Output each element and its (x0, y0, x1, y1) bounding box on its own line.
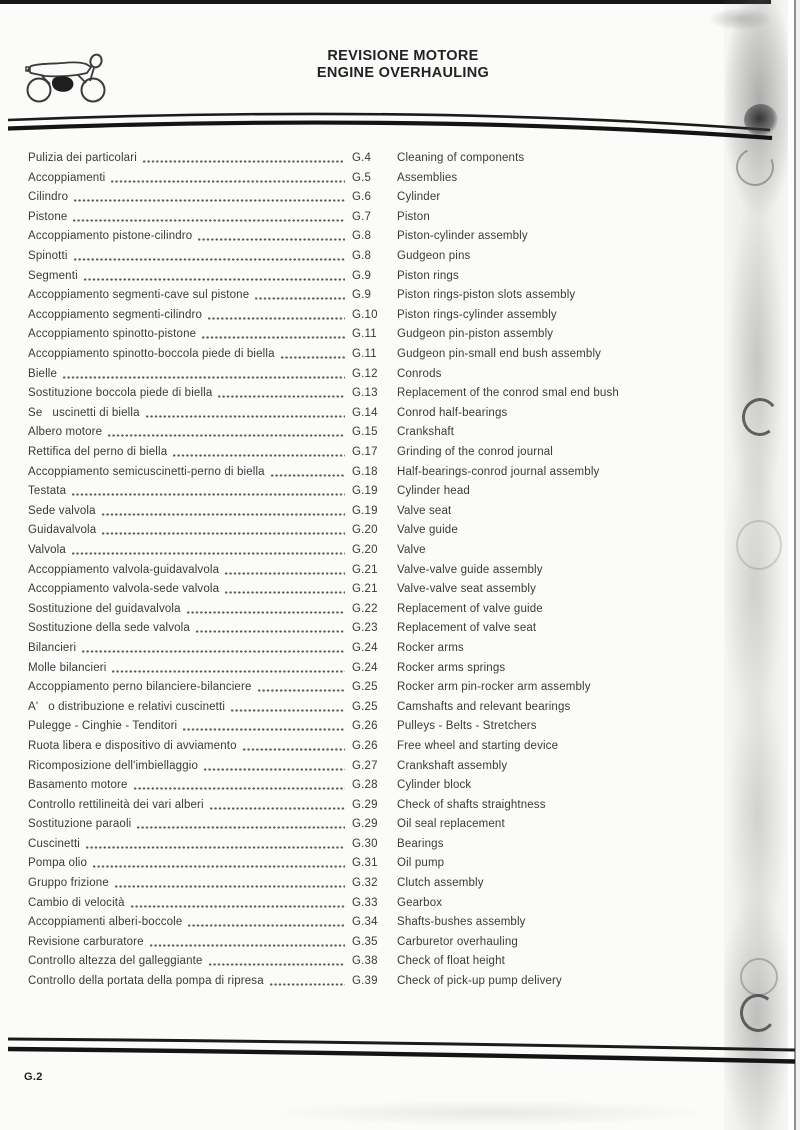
page-title-english: ENGINE OVERHAULING (316, 65, 490, 81)
toc-italian-label: Sostituzione della sede valvola (28, 622, 190, 635)
dotted-leader (217, 387, 345, 401)
toc-page-code: G.21 (352, 583, 378, 596)
toc-italian-label: Rettifica del perno di biella (28, 446, 168, 458)
dotted-leader (209, 799, 345, 813)
toc-italian-label: Guidavalvola (28, 524, 97, 537)
toc-italian-label: Segmenti (28, 269, 78, 282)
toc-english-label: Valve seat (397, 504, 452, 517)
toc-row (28, 244, 758, 264)
toc-english-label: Valve guide (397, 524, 458, 537)
toc-page-code: G.17 (352, 446, 378, 458)
page-edge-outer (796, 0, 800, 1130)
toc-page-code: G.22 (352, 602, 378, 615)
toc-row (28, 675, 758, 695)
toc-italian-label: Spinotti (28, 250, 68, 263)
toc-page-code: G.15 (352, 426, 378, 439)
toc-italian-label: Accoppiamento semicuscinetti-perno di biella (28, 465, 265, 478)
toc-italian-label: Valvola (28, 543, 66, 556)
toc-row-left (28, 466, 352, 480)
dotted-leader (110, 172, 345, 186)
toc-english-label: Bearings (397, 837, 444, 850)
dotted-leader (149, 936, 345, 950)
toc-row-left (28, 191, 352, 205)
bottom-double-rule (0, 1030, 800, 1070)
dotted-leader (254, 289, 345, 303)
toc-english-label: Valve-valve seat assembly (397, 583, 537, 596)
toc-english-label: Replacement of valve guide (397, 602, 543, 615)
toc-page-code: G.25 (352, 681, 378, 694)
toc-row (28, 440, 758, 460)
toc-row (28, 146, 758, 166)
toc-row (28, 969, 758, 989)
toc-english-label: Piston (397, 210, 430, 223)
dotted-leader (280, 348, 345, 362)
toc-italian-label: Gruppo frizione (28, 877, 109, 890)
toc-english-label: Piston rings-piston slots assembly (397, 289, 576, 302)
toc-row-left (28, 172, 352, 186)
dotted-leader (107, 426, 345, 440)
dotted-leader (62, 368, 345, 382)
toc-italian-label: Testata (28, 485, 67, 498)
dotted-leader (242, 740, 345, 754)
dotted-leader (224, 564, 345, 578)
toc-page-code: G.23 (352, 622, 378, 635)
toc-row (28, 734, 758, 754)
toc-row-left (28, 544, 352, 558)
toc-english-label: Check of pick-up pump delivery (397, 975, 562, 988)
toc-italian-label: Bielle (28, 367, 58, 380)
toc-page-code: G.39 (352, 975, 378, 988)
toc-row-left (28, 152, 352, 166)
toc-row (28, 910, 758, 930)
toc-row-left (28, 720, 352, 734)
toc-page-code: G.24 (352, 641, 378, 654)
dotted-leader (92, 857, 345, 871)
toc-row (28, 793, 758, 813)
toc-italian-label: Accoppiamenti alberi-boccole (28, 916, 183, 929)
toc-italian-label: Basamento motore (28, 779, 128, 792)
dotted-leader (207, 309, 345, 323)
toc-row-left (28, 642, 352, 656)
toc-page-code: G.19 (352, 485, 378, 498)
toc-italian-label: Accoppiamento valvola-sede valvola (28, 583, 220, 596)
dotted-leader (73, 191, 345, 205)
toc-english-label: Valve (397, 543, 426, 556)
dotted-leader (230, 701, 345, 715)
toc-italian-label: Pulegge - Cinghie - Tenditori (28, 720, 178, 733)
toc-page-code: G.29 (352, 818, 378, 831)
toc-row (28, 597, 758, 617)
toc-row-left (28, 583, 352, 597)
toc-italian-label: Cambio di velocità (28, 896, 125, 909)
toc-page-code: G.18 (352, 465, 378, 478)
toc-row-left (28, 740, 352, 754)
toc-page-code: G.28 (352, 779, 378, 792)
toc-page-code: G.24 (352, 661, 378, 674)
toc-row-left (28, 524, 352, 538)
toc-page-code: G.5 (352, 171, 372, 184)
toc-row (28, 812, 758, 832)
toc-row (28, 499, 758, 519)
toc-row-left (28, 955, 352, 969)
toc-row-left (28, 505, 352, 519)
toc-page-code: G.34 (352, 916, 378, 929)
toc-english-label: Carburetor overhauling (397, 935, 518, 948)
toc-row (28, 577, 758, 597)
dotted-leader (71, 544, 345, 558)
toc-row-left (28, 760, 352, 774)
toc-row-left (28, 877, 352, 891)
dotted-leader (81, 642, 345, 656)
toc-row-left (28, 348, 352, 362)
toc-row (28, 557, 758, 577)
toc-page-code: G.4 (352, 152, 372, 165)
binder-hole-mark (744, 104, 778, 136)
toc-page-code: G.26 (352, 739, 378, 752)
toc-page-code: G.13 (352, 387, 378, 400)
toc-italian-label: Se uscinetti di biella (28, 406, 140, 419)
toc-italian-label: Controllo rettilineità dei vari alberi (28, 798, 204, 811)
toc-row (28, 185, 758, 205)
toc-row-left (28, 799, 352, 813)
toc-italian-label: Accoppiamento segmenti-cave sul pistone (28, 289, 250, 302)
table-of-contents (28, 146, 758, 989)
toc-row (28, 891, 758, 911)
dotted-leader (257, 681, 346, 695)
toc-page-code: G.38 (352, 955, 378, 968)
toc-english-label: Cylinder block (397, 779, 472, 792)
toc-row (28, 518, 758, 538)
toc-row-left (28, 818, 352, 832)
toc-page-code: G.31 (352, 857, 378, 870)
toc-english-label: Rocker arm pin-rocker arm assembly (397, 681, 591, 694)
toc-page-code: G.25 (352, 700, 378, 713)
toc-english-label: Conrod half-bearings (397, 406, 508, 419)
toc-italian-label: Bilancieri (28, 641, 77, 654)
toc-row-left (28, 309, 352, 323)
toc-italian-label: Cuscinetti (28, 837, 80, 850)
toc-page-code: G.19 (352, 504, 378, 517)
dotted-leader (101, 505, 345, 519)
dotted-leader (71, 485, 345, 499)
toc-row-left (28, 564, 352, 578)
toc-italian-label: Sostituzione del guidavalvola (28, 602, 181, 615)
toc-row-left (28, 426, 352, 440)
toc-page-code: G.8 (352, 250, 372, 263)
toc-english-label: Check of float height (397, 955, 505, 968)
toc-page-code: G.12 (352, 367, 378, 380)
toc-page-code: G.11 (352, 348, 377, 361)
toc-page-code: G.32 (352, 877, 378, 890)
dotted-leader (182, 720, 345, 734)
toc-row-left (28, 701, 352, 715)
toc-row-left (28, 446, 352, 460)
toc-italian-label: Molle bilancieri (28, 661, 107, 674)
toc-row (28, 714, 758, 734)
toc-english-label: Pulleys - Belts - Stretchers (397, 720, 537, 733)
page-title-italian: REVISIONE MOTORE (327, 48, 479, 64)
toc-row-left (28, 838, 352, 852)
toc-english-label: Gearbox (397, 896, 443, 909)
dotted-leader (145, 407, 345, 421)
toc-english-label: Conrods (397, 367, 442, 380)
toc-row (28, 381, 758, 401)
dotted-leader (186, 603, 345, 617)
dotted-leader (133, 779, 345, 793)
toc-english-label: Oil pump (397, 857, 445, 870)
page-header (0, 48, 800, 82)
toc-row-left (28, 407, 352, 421)
toc-page-code: G.35 (352, 935, 378, 948)
toc-page-code: G.20 (352, 524, 378, 537)
toc-page-code: G.33 (352, 896, 378, 909)
toc-row (28, 695, 758, 715)
toc-row-left (28, 603, 352, 617)
dotted-leader (172, 446, 345, 460)
toc-page-code: G.7 (352, 210, 372, 223)
dotted-leader (73, 250, 345, 264)
toc-english-label: Crankshaft (397, 426, 455, 439)
toc-row (28, 949, 758, 969)
toc-row (28, 303, 758, 323)
toc-italian-label: Accoppiamenti (28, 171, 106, 184)
dotted-leader (83, 270, 345, 284)
toc-italian-label: Ricomposizione dell'imbiellaggio (28, 759, 198, 772)
toc-page-code: G.30 (352, 837, 378, 850)
toc-row-left (28, 485, 352, 499)
toc-page-code: G.8 (352, 230, 372, 243)
toc-page-code: G.26 (352, 720, 378, 733)
toc-row (28, 460, 758, 480)
toc-row-left (28, 779, 352, 793)
top-double-rule (0, 100, 800, 150)
toc-english-label: Assemblies (397, 171, 458, 184)
toc-row (28, 479, 758, 499)
toc-english-label: Clutch assembly (397, 877, 484, 890)
toc-page-code: G.20 (352, 543, 378, 556)
toc-row (28, 166, 758, 186)
toc-row (28, 342, 758, 362)
toc-english-label: Grinding of the conrod journal (397, 446, 554, 458)
toc-english-label: Camshafts and relevant bearings (397, 700, 571, 713)
toc-italian-label: Pistone (28, 210, 68, 223)
dotted-leader (111, 662, 345, 676)
toc-italian-label: Cilindro (28, 191, 69, 204)
toc-page-code: G.9 (352, 289, 372, 302)
toc-english-label: Free wheel and starting device (397, 739, 559, 752)
toc-english-label: Gudgeon pin-piston assembly (397, 328, 554, 341)
toc-page-code: G.9 (352, 269, 372, 282)
toc-row-left (28, 975, 352, 989)
toc-italian-label: Accoppiamento spinotto-pistone (28, 328, 197, 341)
toc-italian-label: Accoppiamento segmenti-cilindro (28, 308, 203, 321)
toc-italian-label: Accoppiamento pistone-cilindro (28, 230, 193, 243)
toc-page-code: G.29 (352, 798, 378, 811)
toc-italian-label: Controllo altezza del galleggiante (28, 955, 203, 968)
toc-english-label: Crankshaft assembly (397, 759, 508, 772)
toc-row-left (28, 936, 352, 950)
scan-top-edge (0, 0, 771, 4)
dotted-leader (269, 975, 345, 989)
toc-row-left (28, 328, 352, 342)
toc-row (28, 322, 758, 342)
toc-row (28, 851, 758, 871)
dotted-leader (197, 230, 345, 244)
toc-italian-label: Sostituzione boccola piede di biella (28, 387, 213, 400)
dotted-leader (85, 838, 345, 852)
toc-page-code: G.11 (352, 328, 377, 341)
toc-english-label: Replacement of the conrod smal end bush (397, 387, 619, 400)
toc-row-left (28, 230, 352, 244)
toc-row (28, 420, 758, 440)
toc-italian-label: Pulizia dei particolari (28, 152, 137, 165)
toc-row (28, 283, 758, 303)
dotted-leader (136, 818, 345, 832)
toc-row (28, 636, 758, 656)
toc-english-label: Piston rings (397, 269, 459, 282)
toc-row (28, 205, 758, 225)
toc-english-label: Check of shafts straightness (397, 798, 546, 811)
toc-row (28, 362, 758, 382)
toc-english-label: Cylinder (397, 191, 441, 204)
toc-page-code: G.10 (352, 308, 378, 321)
scan-smudge (220, 1096, 760, 1130)
toc-row (28, 832, 758, 852)
dotted-leader (195, 622, 345, 636)
toc-row-left (28, 857, 352, 871)
toc-row-left (28, 662, 352, 676)
toc-row (28, 616, 758, 636)
dotted-leader (101, 524, 345, 538)
toc-page-code: G.6 (352, 191, 372, 204)
toc-english-label: Shafts-bushes assembly (397, 916, 526, 929)
toc-row (28, 930, 758, 950)
toc-row (28, 224, 758, 244)
toc-row-left (28, 681, 352, 695)
toc-english-label: Rocker arms springs (397, 661, 506, 674)
toc-row (28, 655, 758, 675)
page-number: G.2 (24, 1071, 43, 1083)
toc-row-left (28, 270, 352, 284)
toc-row-left (28, 289, 352, 303)
toc-english-label: Piston rings-cylinder assembly (397, 308, 557, 321)
toc-row (28, 871, 758, 891)
toc-italian-label: Sede valvola (28, 504, 96, 517)
toc-row (28, 264, 758, 284)
dotted-leader (187, 916, 345, 930)
toc-english-label: Valve-valve guide assembly (397, 563, 543, 576)
toc-row (28, 753, 758, 773)
toc-english-label: Rocker arms (397, 641, 464, 654)
toc-row-left (28, 368, 352, 382)
toc-italian-label: Accoppiamento spinotto-boccola piede di biella (28, 348, 275, 361)
toc-italian-label: Ruota libera e dispositivo di avviamento (28, 739, 237, 752)
dotted-leader (201, 328, 345, 342)
toc-italian-label: Accoppiamento valvola-guidavalvola (28, 563, 220, 576)
toc-english-label: Piston-cylinder assembly (397, 230, 528, 243)
binder-ring-mark (736, 520, 782, 570)
toc-italian-label: A' o distribuzione e relativi cuscinetti (28, 700, 226, 713)
dotted-leader (203, 760, 345, 774)
dotted-leader (142, 152, 345, 166)
toc-english-label: Replacement of valve seat (397, 622, 537, 635)
toc-italian-label: Controllo della portata della pompa di ripresa (28, 975, 264, 988)
toc-page-code: G.21 (352, 563, 378, 576)
dotted-leader (130, 897, 345, 911)
toc-italian-label: Sostituzione paraoli (28, 818, 132, 831)
toc-english-label: Cleaning of components (397, 152, 525, 165)
toc-italian-label: Albero motore (28, 426, 103, 439)
toc-row-left (28, 622, 352, 636)
toc-row-left (28, 211, 352, 225)
toc-english-label: Gudgeon pins (397, 250, 471, 263)
toc-english-label: Gudgeon pin-small end bush assembly (397, 348, 602, 361)
toc-italian-label: Accoppiamento perno bilanciere-bilanciere (28, 681, 252, 694)
toc-english-label: Half-bearings-conrod journal assembly (397, 465, 600, 478)
dotted-leader (114, 877, 345, 891)
dotted-leader (224, 583, 345, 597)
toc-italian-label: Pompa olio (28, 857, 88, 870)
toc-italian-label: Revisione carburatore (28, 935, 144, 948)
toc-row (28, 401, 758, 421)
toc-page-code: G.14 (352, 406, 378, 419)
dotted-leader (72, 211, 345, 225)
toc-row (28, 773, 758, 793)
toc-row (28, 538, 758, 558)
dotted-leader (208, 955, 345, 969)
toc-row-left (28, 897, 352, 911)
toc-row-left (28, 916, 352, 930)
dotted-leader (270, 466, 345, 480)
toc-english-label: Oil seal replacement (397, 818, 505, 831)
binder-ring-mark (740, 958, 778, 996)
toc-english-label: Cylinder head (397, 485, 470, 498)
toc-row-left (28, 250, 352, 264)
toc-row-left (28, 387, 352, 401)
toc-page-code: G.27 (352, 759, 378, 772)
